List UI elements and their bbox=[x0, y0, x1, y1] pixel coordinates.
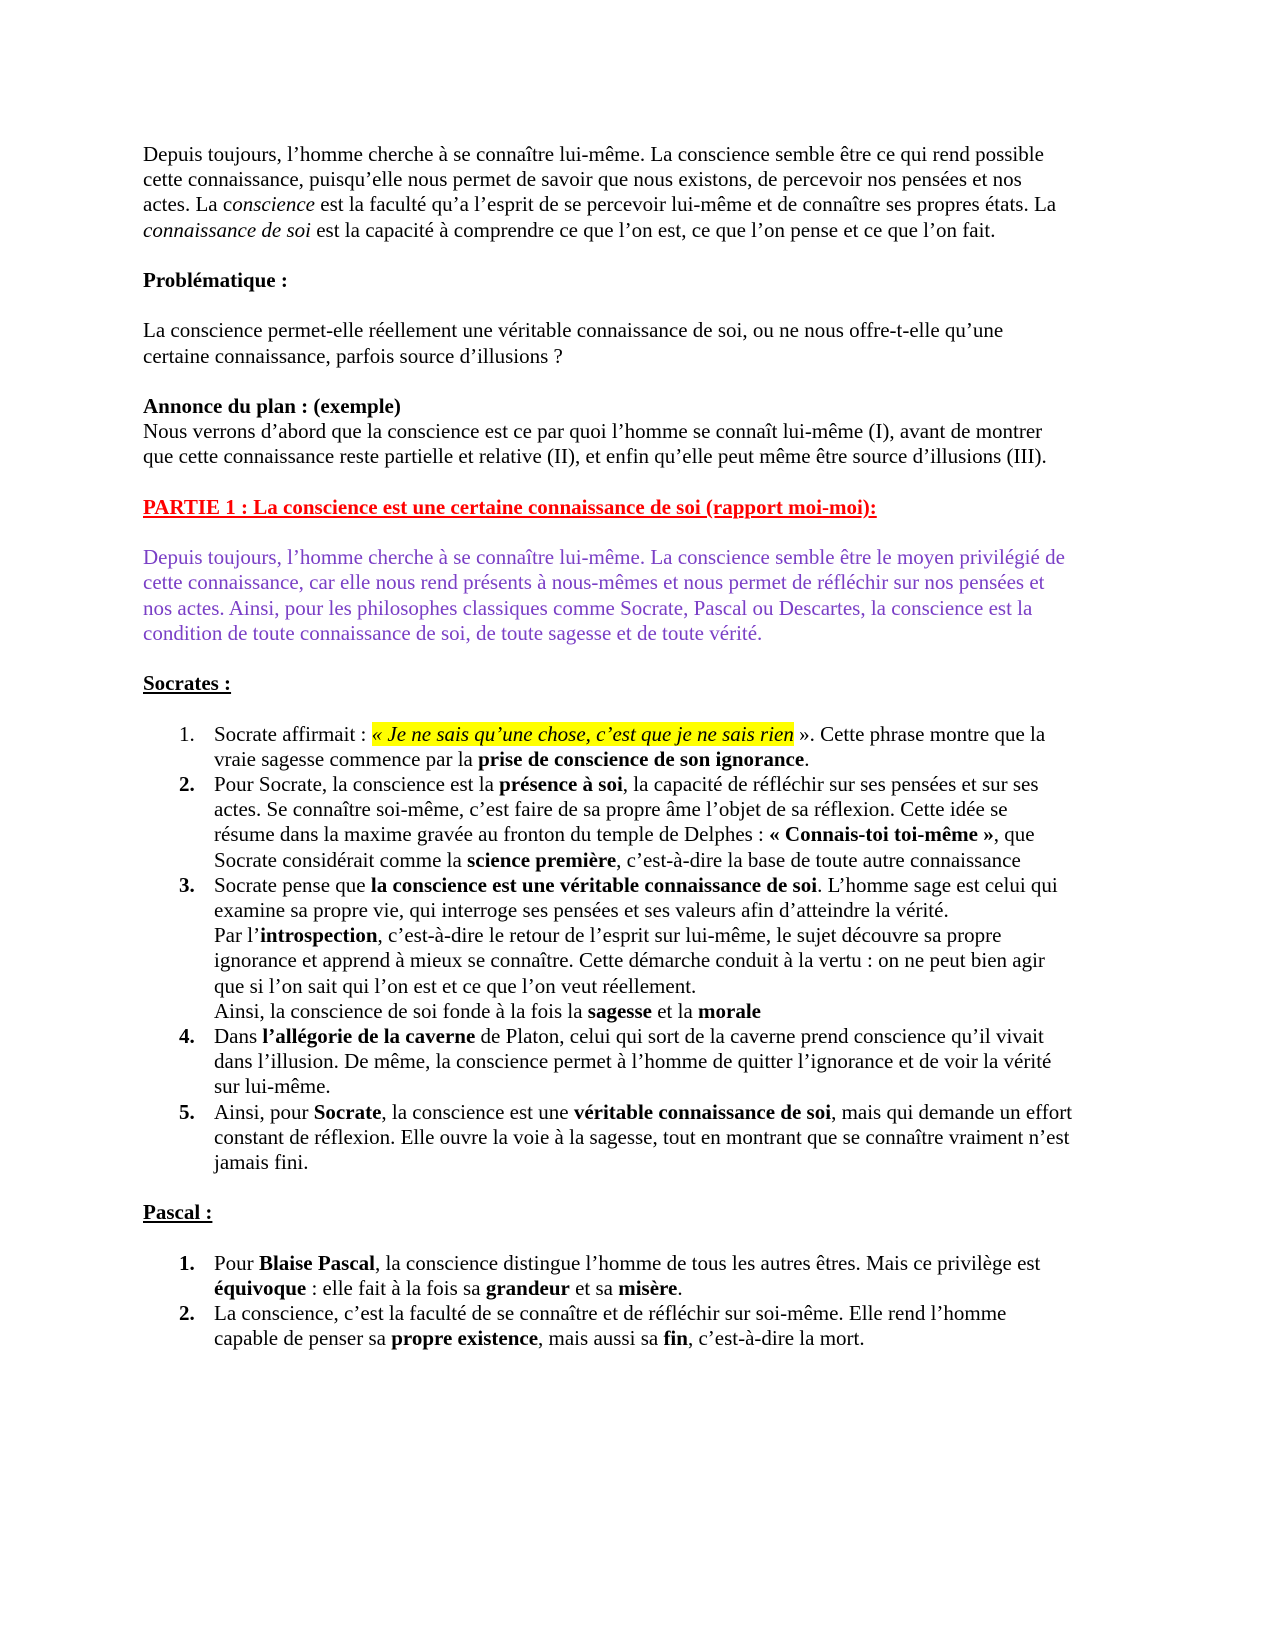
socrates-heading bbox=[143, 671, 1073, 696]
text-run: fin bbox=[663, 1326, 688, 1351]
pascal-list bbox=[143, 1251, 1073, 1352]
plan-heading bbox=[143, 394, 1073, 419]
text-run: et sa bbox=[569, 1276, 619, 1300]
list-item bbox=[143, 722, 1073, 772]
list-item-text bbox=[214, 772, 1039, 872]
list-item-text bbox=[214, 873, 1058, 1023]
text-run: Socrate bbox=[313, 1099, 382, 1124]
text-run: , c’est-à-dire le retour de l’esprit sur lui-même, le sujet découvre sa propre ignorance et apprend à mieux se connaître. Cette démarche conduit à la vertu : on ne peut bien agir que si l’on sait qui l’on est et ce que l’on veut réellement. bbox=[214, 923, 1045, 998]
text-run: Depuis toujours, l’homme cherche à se connaître lui-même. La conscience semble être le moyen privilégié de cette connaissance, car elle nous rend présents à nous-mêmes et nous permet de réfléchir sur nos pensées et nos actes. Ainsi, pour les philosophes classiques comme Socrate, Pascal ou Descartes, la conscience est la condition de toute connaissance de soi, de toute sagesse et de toute vérité. bbox=[143, 545, 1065, 645]
text-run: connaissance de soi bbox=[143, 217, 311, 242]
list-number: 4. bbox=[179, 1024, 195, 1048]
text-run: Depuis toujours, l’homme cherche à se connaître lui-même. La conscience semble être ce qui rend possible cette connaissance, puisqu’elle nous permet de savoir que nous existons, de percevoir nos pensées et nos actes. La c bbox=[143, 142, 1044, 217]
text-run: Pour Socrate, la conscience est la bbox=[214, 771, 500, 796]
text-run: Socrate pense que bbox=[214, 872, 371, 897]
list-number: 2. bbox=[179, 771, 195, 796]
text-run: sagesse bbox=[587, 998, 652, 1023]
list-number: 1. bbox=[179, 721, 195, 746]
text-run: propre existence bbox=[391, 1326, 539, 1351]
list-number: 2. bbox=[179, 1301, 195, 1326]
text-run: onscience bbox=[232, 192, 315, 217]
list-number: 5. bbox=[179, 1099, 195, 1124]
text-run: véritable connaissance de soi bbox=[573, 1099, 832, 1124]
text-run: ». Cette phrase montre que la vraie sagesse commence par la bbox=[214, 721, 1046, 771]
text-run: La conscience permet-elle réellement une véritable connaissance de soi, ou ne nous offre-t-elle qu’une certaine connaissance, parfois source d’illusions ? bbox=[143, 318, 1004, 368]
text-run: morale bbox=[698, 998, 762, 1023]
text-run: de Platon, celui qui sort de la caverne prend conscience qu’il vivait dans l’illusion. De même, la conscience permet à l’homme de quitter l’ignorance et de voir la vérité sur lui-même. bbox=[214, 1024, 1052, 1099]
text-run: Blaise Pascal bbox=[258, 1250, 376, 1275]
text-run: , que Socrate considérait comme la bbox=[214, 822, 1035, 872]
text-run: misère bbox=[618, 1276, 678, 1300]
socrates-list bbox=[143, 722, 1073, 1176]
list-item bbox=[143, 772, 1073, 873]
list-item-text bbox=[214, 1251, 1040, 1300]
intro-paragraph bbox=[143, 142, 1073, 243]
text-run: la conscience est une véritable connaissance de soi bbox=[370, 872, 818, 897]
text-run: Nous verrons d’abord que la conscience est ce par quoi l’homme se connaît lui-même (I), avant de montrer que cette connaissance reste partielle et relative (II), et enfin qu’elle peut même être source d’illusions (III). bbox=[143, 419, 1047, 469]
text-run: présence à soi bbox=[499, 771, 623, 796]
text-run: est la capacité à comprendre ce que l’on est, ce que l’on pense et ce que l’on fait. bbox=[310, 217, 996, 242]
partie1-heading bbox=[143, 495, 1073, 520]
problematique-paragraph bbox=[143, 318, 1073, 368]
text-run: Annonce du plan : (exemple) bbox=[143, 393, 401, 418]
text-run: , mais aussi sa bbox=[538, 1326, 664, 1351]
text-run: La conscience, c’est la faculté de se connaître et de réfléchir sur soi-même. Elle rend l’homme capable de penser sa bbox=[214, 1301, 1007, 1351]
list-item bbox=[143, 1024, 1073, 1100]
text-run: Socrates : bbox=[143, 671, 232, 696]
list-item-text bbox=[214, 722, 1045, 771]
text-run: introspection bbox=[260, 923, 378, 948]
text-run: , c’est-à-dire la mort. bbox=[687, 1326, 865, 1351]
document-page bbox=[143, 142, 1073, 1377]
plan-paragraph bbox=[143, 419, 1073, 469]
problematique-heading bbox=[143, 268, 1073, 293]
text-run: : elle fait à la fois sa bbox=[306, 1276, 486, 1300]
text-run: , la capacité de réfléchir sur ses pensées et sur ses actes. Se connaître soi-même, c’est faire de sa propre âme l’objet de sa réflexion. Cette idée se résume dans la maxime gravée au fronton du temple de Delphes : bbox=[214, 771, 1039, 847]
text-run: équivoque bbox=[214, 1276, 307, 1300]
text-run: « Connais-toi toi-même » bbox=[769, 822, 994, 847]
text-run: . bbox=[677, 1276, 683, 1300]
text-run: est la faculté qu’a l’esprit de se percevoir lui-même et de connaître ses propres états. La bbox=[315, 192, 1057, 217]
partie1-intro bbox=[143, 545, 1073, 646]
list-item bbox=[143, 1100, 1073, 1176]
text-run: et la bbox=[651, 998, 699, 1023]
text-run: Socrate affirmait : bbox=[214, 721, 372, 746]
list-item-text bbox=[214, 1100, 1072, 1174]
text-run: , la conscience est une bbox=[381, 1099, 574, 1124]
list-item-text bbox=[214, 1024, 1051, 1098]
list-item bbox=[143, 1251, 1073, 1301]
text-run: Ainsi, la conscience de soi fonde à la fois la bbox=[214, 998, 588, 1023]
text-run: Pour bbox=[214, 1250, 259, 1275]
text-run: Par l’ bbox=[214, 923, 261, 948]
list-number: 1. bbox=[179, 1250, 195, 1275]
text-run: Problématique : bbox=[143, 268, 288, 292]
list-number: 3. bbox=[179, 872, 195, 897]
list-item-text bbox=[214, 1301, 1006, 1350]
pascal-heading bbox=[143, 1200, 1073, 1225]
text-run: science première bbox=[467, 847, 617, 872]
text-run: , c’est-à-dire la base de toute autre connaissance bbox=[616, 847, 1021, 872]
text-run: , la conscience distingue l’homme de tous les autres êtres. Mais ce privilège est bbox=[375, 1250, 1041, 1275]
text-run: l’allégorie de la caverne bbox=[262, 1024, 476, 1048]
text-run: grandeur bbox=[485, 1276, 570, 1300]
list-item bbox=[143, 873, 1073, 1024]
text-run: . bbox=[804, 746, 810, 771]
text-run: Ainsi, pour bbox=[214, 1099, 314, 1124]
text-run: . L’homme sage est celui qui examine sa propre vie, qui interroge ses pensées et ses valeurs afin d’atteindre la vérité. bbox=[214, 872, 1058, 922]
text-run: prise de conscience de son ignorance bbox=[478, 746, 805, 771]
list-item bbox=[143, 1301, 1073, 1351]
text-run: PARTIE 1 : La conscience est une certaine connaissance de soi (rapport moi-moi): bbox=[143, 494, 877, 519]
highlighted-quote: « Je ne sais qu’une chose, c’est que je ne sais rien bbox=[371, 721, 794, 746]
text-run: Dans bbox=[214, 1024, 263, 1048]
text-run: Pascal : bbox=[143, 1200, 213, 1225]
text-run: , mais qui demande un effort constant de réflexion. Elle ouvre la voie à la sagesse, tout en montrant que se connaître vraiment n’est jamais fini. bbox=[214, 1099, 1073, 1175]
